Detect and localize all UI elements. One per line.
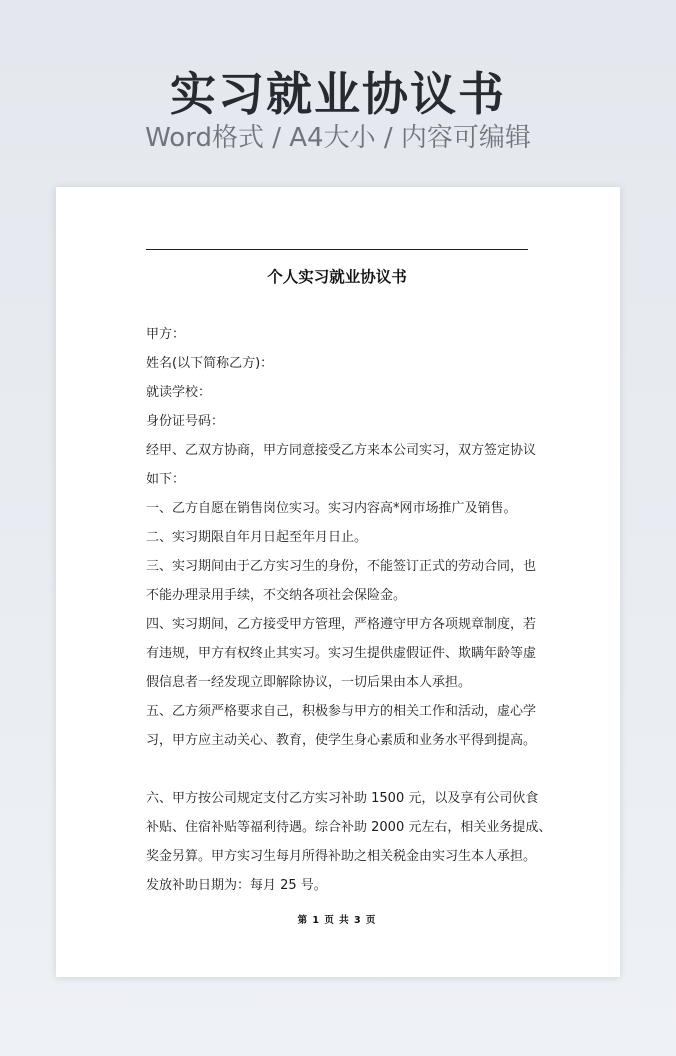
clause-4-line: 四、实习期间，乙方接受甲方管理，严格遵守甲方各项规章制度，若 xyxy=(146,617,537,632)
banner-subtitle: Word格式 / A4大小 / 内容可编辑 xyxy=(145,123,531,153)
document-body xyxy=(146,320,552,900)
document-title: 个人实习就业协议书 xyxy=(267,268,407,286)
clause-3-line: 不能办理录用手续，不交纳各项社会保险金。 xyxy=(146,588,407,603)
clause-3-line: 三、实习期间由于乙方实习生的身份，不能签订正式的劳动合同，也 xyxy=(146,559,537,574)
id-number-line: 身份证号码： xyxy=(146,414,225,429)
clause-5-line: 五、乙方须严格要求自己，积极参与甲方的相关工作和活动，虚心学 xyxy=(146,704,537,719)
banner-title: 实习就业协议书 xyxy=(170,67,506,121)
clause-6-line: 发放补助日期为：每月 25 号。 xyxy=(146,878,327,893)
header-rule xyxy=(146,249,528,250)
intro-line: 经甲、乙双方协商，甲方同意接受乙方来本公司实习，双方签定协议 xyxy=(146,443,537,458)
clause-5-line: 习，甲方应主动关心、教育，使学生身心素质和业务水平得到提高。 xyxy=(146,733,537,748)
clause-6-line: 补贴、住宿补贴等福利待遇。综合补助 2000 元左右，相关业务提成、 xyxy=(146,820,552,835)
party-a-line: 甲方： xyxy=(146,327,186,342)
school-line: 就读学校： xyxy=(146,385,212,400)
clause-1-line: 一、乙方自愿在销售岗位实习。实习内容高*网市场推广及销售。 xyxy=(146,501,517,516)
clause-4-line: 假信息者一经发现立即解除协议，一切后果由本人承担。 xyxy=(146,675,472,690)
clause-6-line: 六、甲方按公司规定支付乙方实习补助 1500 元，以及享有公司伙食 xyxy=(146,791,539,806)
document-page xyxy=(56,187,620,977)
page-number: 第 1 页 共 3 页 xyxy=(297,915,377,926)
clause-2-line: 二、实习期限自年月日起至年月日止。 xyxy=(146,530,368,545)
clause-6-line: 奖金另算。甲方实习生每月所得补助之相关税金由实习生本人承担。 xyxy=(146,849,537,864)
intro-line: 如下： xyxy=(146,472,186,487)
clause-4-line: 有违规，甲方有权终止其实习。实习生提供虚假证件、欺瞒年龄等虚 xyxy=(146,646,537,661)
paragraph-gap xyxy=(146,755,530,784)
party-b-name-line: 姓名(以下简称乙方)： xyxy=(146,356,274,371)
